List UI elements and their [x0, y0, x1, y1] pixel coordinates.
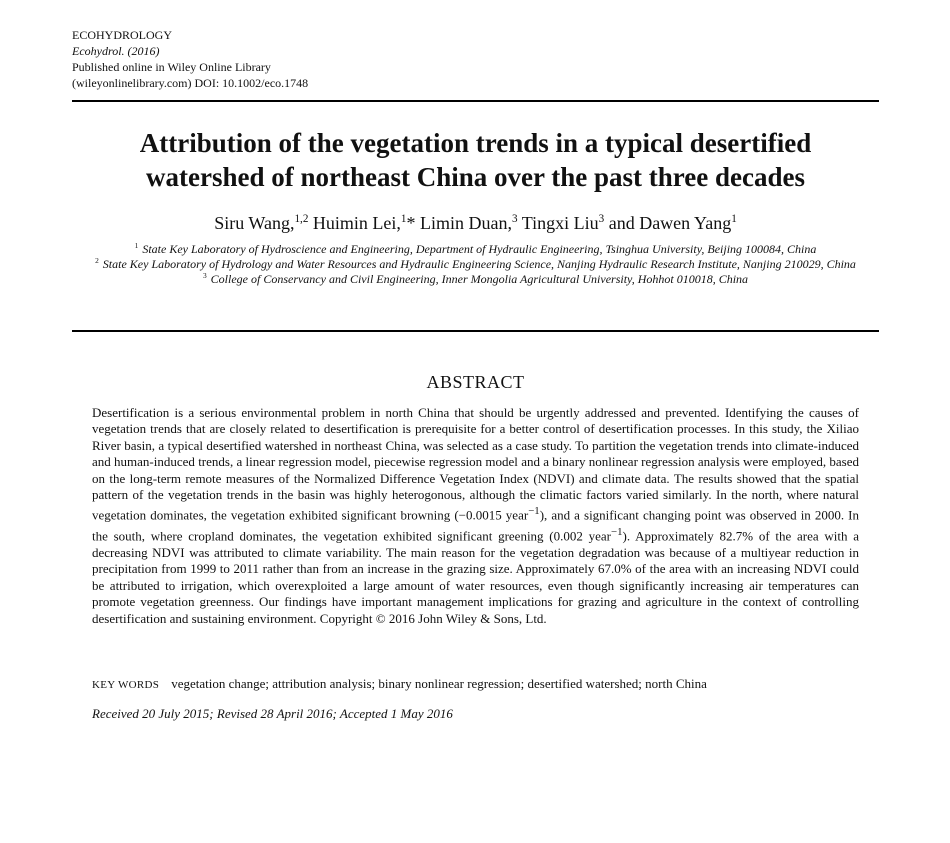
author-list: [72, 211, 879, 235]
doi-line[interactable]: (wileyonlinelibrary.com) DOI: 10.1002/eco.1748: [72, 76, 309, 90]
title-line-2: watershed of northeast China over the past three decades: [146, 162, 805, 192]
abstract-body: [92, 405, 859, 627]
affiliation-sup: 3: [202, 271, 207, 280]
author-name: Siru Wang,: [214, 213, 295, 233]
author-name: Limin Duan,: [419, 213, 512, 233]
affiliation-item: [72, 272, 879, 287]
author-affil-sup: 3: [598, 213, 605, 225]
published-line: Published online in Wiley Online Library: [72, 60, 271, 74]
author-name: Huimin Lei,: [312, 213, 401, 233]
abstract-sup: −1: [528, 505, 540, 518]
section-rule: [72, 330, 879, 332]
abstract-heading: ABSTRACT: [426, 372, 525, 392]
author-affil-sup: 1,2: [294, 213, 309, 225]
author-affil-sup: 1: [731, 213, 737, 225]
top-rule: [72, 100, 879, 102]
journal-citation: Ecohydrol. (2016): [72, 44, 160, 58]
abstract-text: ), and a significant changing point was observed in 2000. In the south, where cropland dominates, the vegetation exhibited significant greening (0.002 year: [92, 507, 859, 544]
journal-name: ECOHYDROLOGY: [72, 28, 172, 42]
keywords-line: [92, 676, 859, 693]
title-line-1: Attribution of the vegetation trends in a typical desertified: [139, 128, 812, 158]
author-affil-sup: 3: [511, 213, 518, 225]
affiliation-item: [72, 242, 879, 257]
abstract-text: ). Approximately 82.7% of the area with a decreasing NDVI was attributed to climate variability. The main reason for the vegetation degradation was because of a multiyear reduction in precipitation from 1999 to 2011 rather than from an increase in the grazing size. Approximately 67.0% of the area with an increasing NDVI could be attributed to irrigation, which overexploited a large amount of water resources, even though significantly increasing air temperatures can promote vegetation greenness. Our findings have important management implications for grazing and agriculture in the context of controlling desertification and sustaining environment. Copyright © 2016 John Wiley & Sons, Ltd.: [92, 528, 859, 626]
affiliations: [72, 242, 879, 287]
abstract-sup: −1: [610, 526, 623, 539]
affiliation-sup: 1: [134, 241, 139, 250]
keywords-text: vegetation change; attribution analysis; binary nonlinear regression; desertified watershed; north China: [171, 676, 707, 691]
author-affil-sup: 1: [400, 213, 407, 225]
affiliation-text: State Key Laboratory of Hydrology and Water Resources and Hydraulic Engineering Science, Nanjing Hydraulic Research Institute, Nanjing 210029, China: [102, 257, 856, 271]
affiliation-item: [72, 257, 879, 272]
author-name: Tingxi Liu: [521, 213, 599, 233]
journal-header: [72, 27, 308, 91]
affiliation-text: State Key Laboratory of Hydroscience and Engineering, Department of Hydraulic Engineering, Tsinghua University, Beijing 100084, China: [142, 242, 817, 256]
corresponding-mark: *: [406, 213, 416, 233]
author-name: and Dawen Yang: [608, 213, 732, 233]
affiliation-text: College of Conservancy and Civil Engineering, Inner Mongolia Agricultural University, Hohhot 010018, China: [210, 272, 749, 286]
keywords-label: KEY WORDS: [92, 679, 160, 691]
abstract-text: Desertification is a serious environmental problem in north China that should be urgently addressed and prevented. Identifying the causes of vegetation trends that are closely related to desertification is prerequisite for a better control of desertification processes. In this study, the Xiliao River basin, a typical desertified watershed in northeast China, was selected as a case study. To partition the vegetation trends into climate-induced and human-induced trends, a linear regression model, piecewise regression model and a binary nonlinear regression analysis were employed, based on the long-term remote measures of the Normalized Difference Vegetation Index (NDVI) and climate data. The results showed that the spatial pattern of the vegetation trends in the basin was highly heterogonous, although the climatic factors varied similarly. In the north, where natural vegetation dominates, the vegetation exhibited significant browning (−0.0015 year: [92, 405, 859, 523]
paper-title: [72, 126, 879, 194]
submission-dates: Received 20 July 2015; Revised 28 April 2016; Accepted 1 May 2016: [92, 706, 453, 721]
affiliation-sup: 2: [95, 256, 99, 265]
